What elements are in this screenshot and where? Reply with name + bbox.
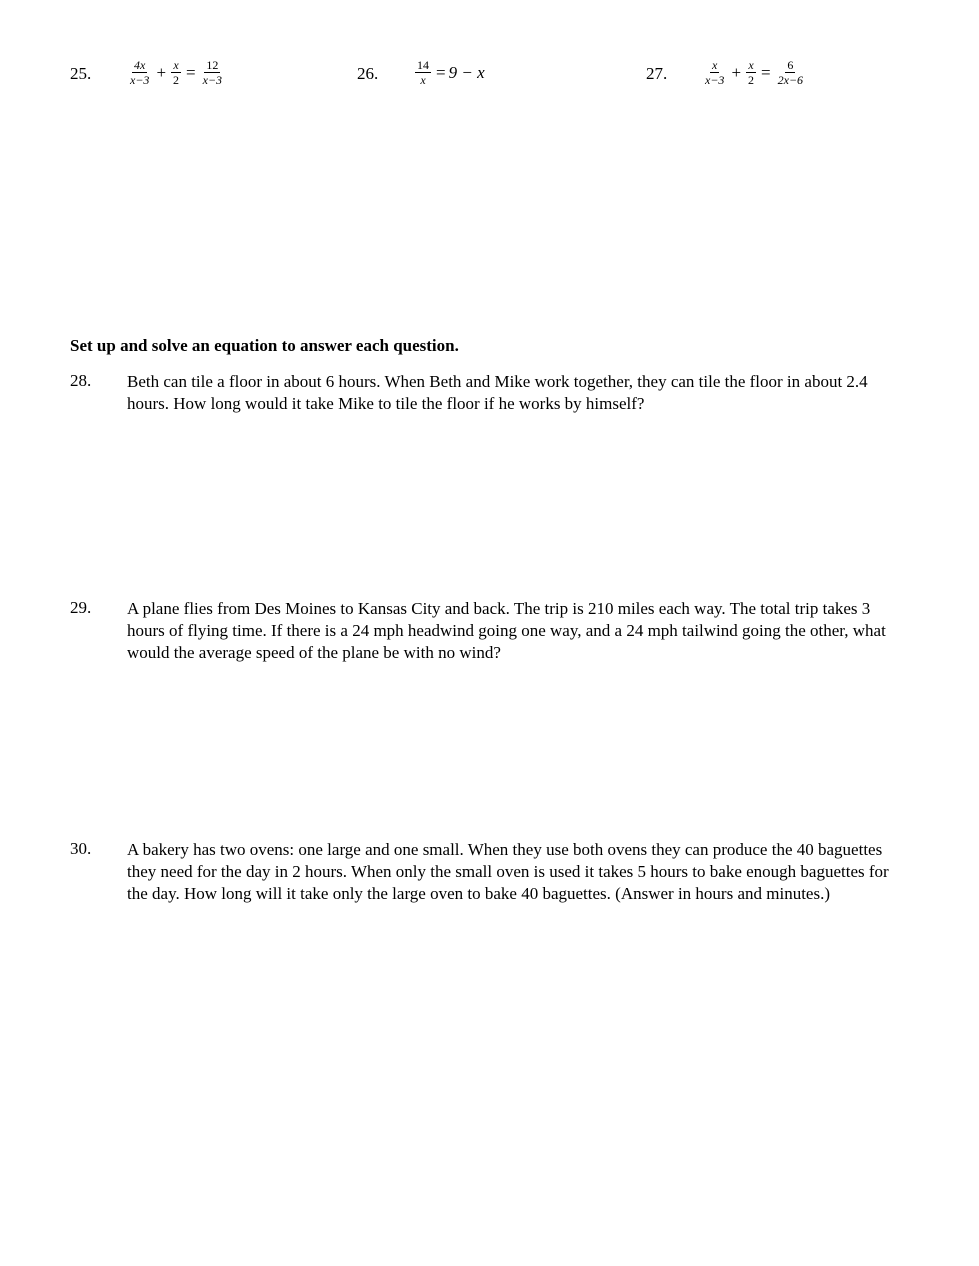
equation-26: $\frac{14}{x}$ = 9 − x	[417, 58, 485, 87]
fraction: $\frac{4x}{x-3}$	[130, 58, 150, 87]
fraction: $\frac{x}{x-3}$	[705, 58, 725, 87]
fraction: $\frac{6}{2x-6}$	[777, 58, 804, 87]
fraction: $\frac{x}{2}$	[748, 58, 755, 87]
problem-text-29: A plane flies from Des Moines to Kansas City and back. The trip is 210 miles each way. The total trip takes 3 hours of flying time. If there is a 24 mph headwind going one way, and a 24 mph tailwind going the other, what would the average speed of the plane be with no wind?	[127, 599, 886, 662]
problem-number-27: 27.	[646, 64, 668, 83]
problem-number-30: 30.	[70, 839, 92, 858]
problem-number-29: 29.	[70, 598, 92, 617]
problem-text-30: A bakery has two ovens: one large and one small. When they use both ovens they can produce the 40 baguettes they need for the day in 2 hours. When only the small oven is used it takes 5 hours to bake enough baguettes for the day. How long will it take only the large oven to bake 40 baguettes. (Answer in hours and minutes.)	[127, 840, 889, 903]
problem-number-26: 26.	[357, 64, 379, 83]
problem-text-28: Beth can tile a floor in about 6 hours. When Beth and Mike work together, they can tile the floor in about 2.4 hours. How long would it take Mike to tile the floor if he works by himself?	[127, 372, 868, 413]
problem-number-25: 25.	[70, 64, 92, 83]
fraction: $\frac{x}{2}$	[173, 58, 180, 87]
section-heading: Set up and solve an equation to answer each question.	[70, 336, 459, 355]
equation-25: $\frac{4x}{x-3}$ + $\frac{x}{2}$ = $\frac{12}{x-3}$	[130, 58, 223, 87]
fraction: $\frac{14}{x}$	[417, 58, 429, 87]
equation-27: $\frac{x}{x-3}$ + $\frac{x}{2}$ = $\frac{6}{2x-6}$	[705, 58, 804, 87]
problem-number-28: 28.	[70, 371, 92, 390]
fraction: $\frac{12}{x-3}$	[202, 58, 223, 87]
